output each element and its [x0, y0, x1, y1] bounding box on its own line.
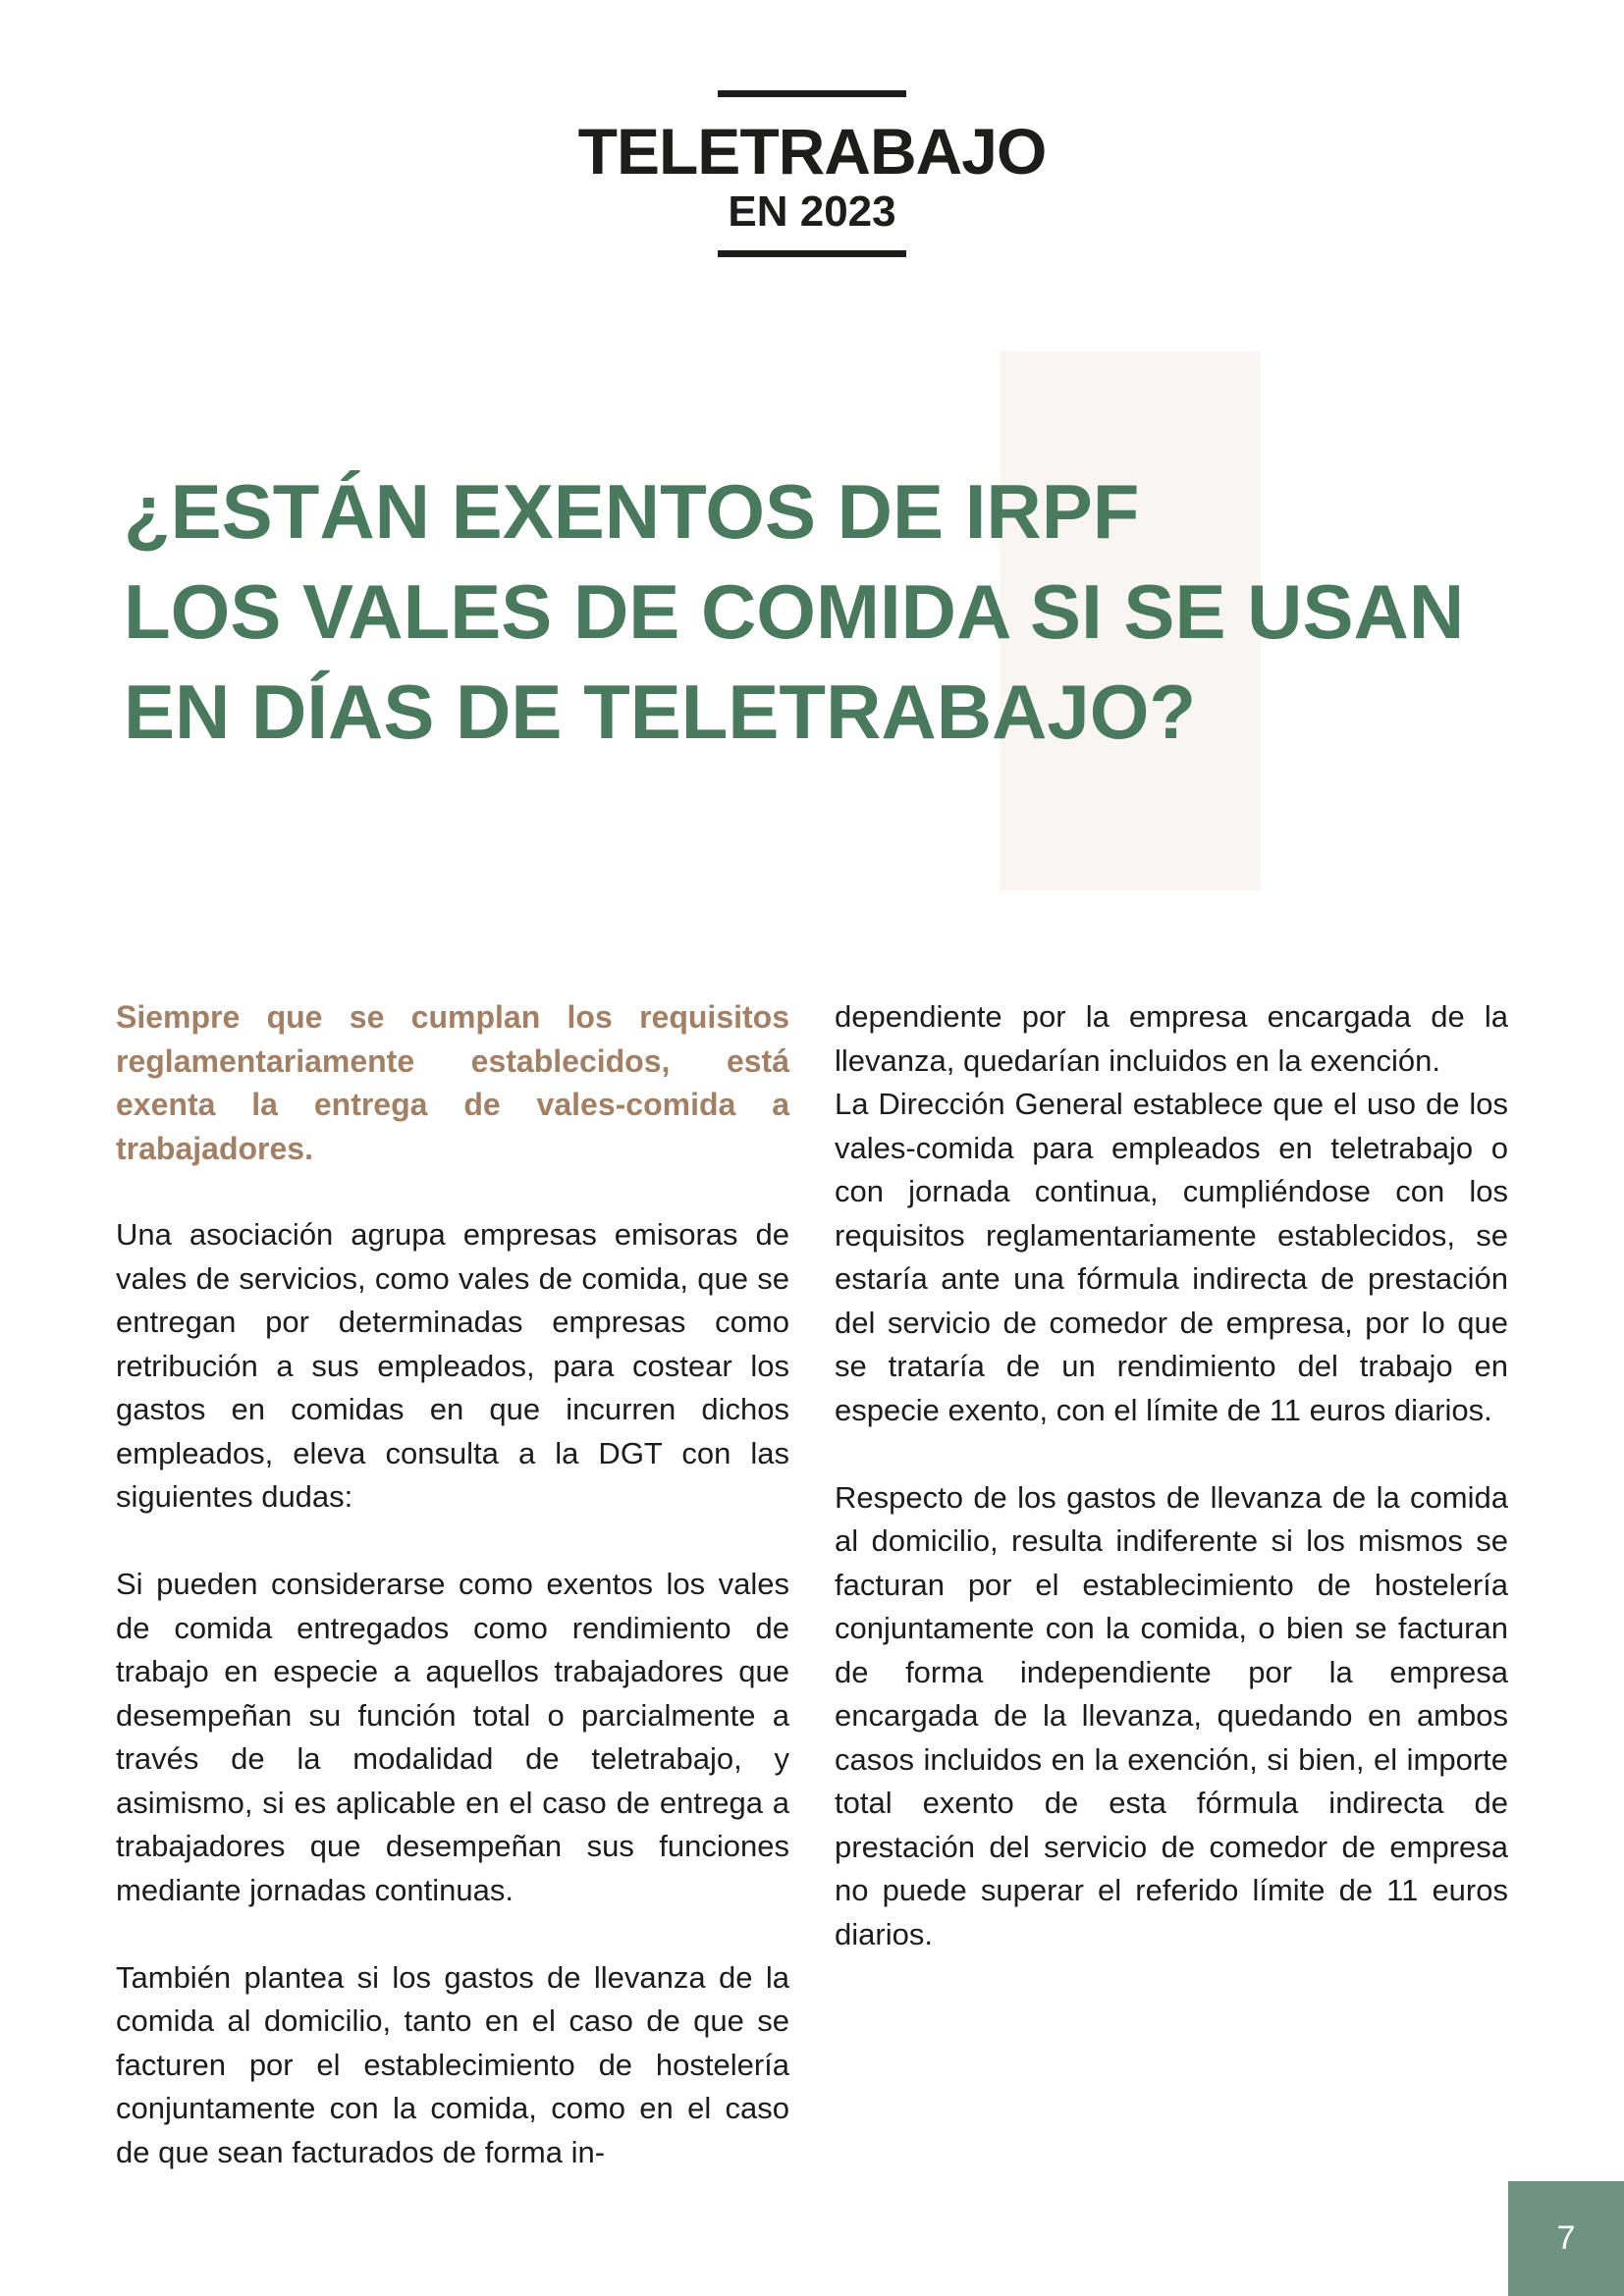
left-column	[116, 995, 789, 2174]
article-headline	[124, 461, 1597, 762]
masthead-title: TELETRABAJO	[577, 115, 1047, 187]
body-paragraph: dependiente por la empresa encargada de la llevanza, quedarían incluidos en la exención.	[835, 999, 1508, 1078]
body-paragraph: Si pueden considerarse como exentos los vales de comida entregados como rendimiento de trabajo en especie a aquellos trabajadores que desempeñan su función total o parcialmente a través de la modalidad de teletrabajo, y asimismo, si es aplicable en el caso de entrega a trabajadores que desempeñan sus funciones mediante jornadas continuas.	[116, 1567, 789, 1907]
body-paragraph: Una asociación agrupa empresas emisoras de vales de servicios, como vales de comida, que se entregan por determinadas empresas como retribución a sus empleados, para costear los gastos en comidas en que incurren dichos empleados, eleva consulta a la DGT con las siguientes dudas:	[116, 1217, 789, 1514]
headline-line-1: ¿ESTÁN EXENTOS DE IRPF	[124, 468, 1140, 555]
headline-line-3: EN DÍAS DE TELETRABAJO?	[124, 668, 1197, 755]
page-number-box	[1508, 2181, 1624, 2296]
page-number: 7	[1556, 2219, 1576, 2257]
lead-paragraph: Siempre que se cumplan los requisitos reglamentariamente establecidos, está exenta la entrega de vales-comida a trabajadores.	[116, 999, 789, 1166]
body-paragraph: También plantea si los gastos de llevanza de la comida al domicilio, tanto en el caso de que se facturen por el establecimiento de hostelería conjuntamente con la comida, como en el caso de que sean facturados de forma in-	[116, 1959, 789, 2169]
headline-line-2: LOS VALES DE COMIDA SI SE USAN	[124, 568, 1465, 655]
masthead-bottom-rule	[718, 250, 906, 257]
masthead	[550, 90, 1074, 257]
body-paragraph: La Dirección General establece que el uso de los vales-comida para empleados en teletrabajo o con jornada continua, cumpliéndose con los requisitos reglamentariamente establecidos, se estaría ante una fórmula indirecta de prestación del servicio de comedor de empresa, por lo que se trataría de un rendimiento del trabajo en especie exento, con el límite de 11 euros diarios.	[835, 1087, 1508, 1427]
masthead-subtitle: EN 2023	[728, 187, 896, 236]
masthead-top-rule	[718, 90, 906, 97]
right-column	[835, 995, 1508, 1956]
body-paragraph: Respecto de los gastos de llevanza de la comida al domicilio, resulta indiferente si los mismos se facturan por el establecimiento de hostelería conjuntamente con la comida, o bien se facturan de forma independiente por la empresa encargada de la llevanza, quedando en ambos casos incluidos en la exención, si bien, el importe total exento de esta fórmula indirecta de prestación del servicio de comedor de empresa no puede superar el referido límite de 11 euros diarios.	[835, 1479, 1508, 1951]
